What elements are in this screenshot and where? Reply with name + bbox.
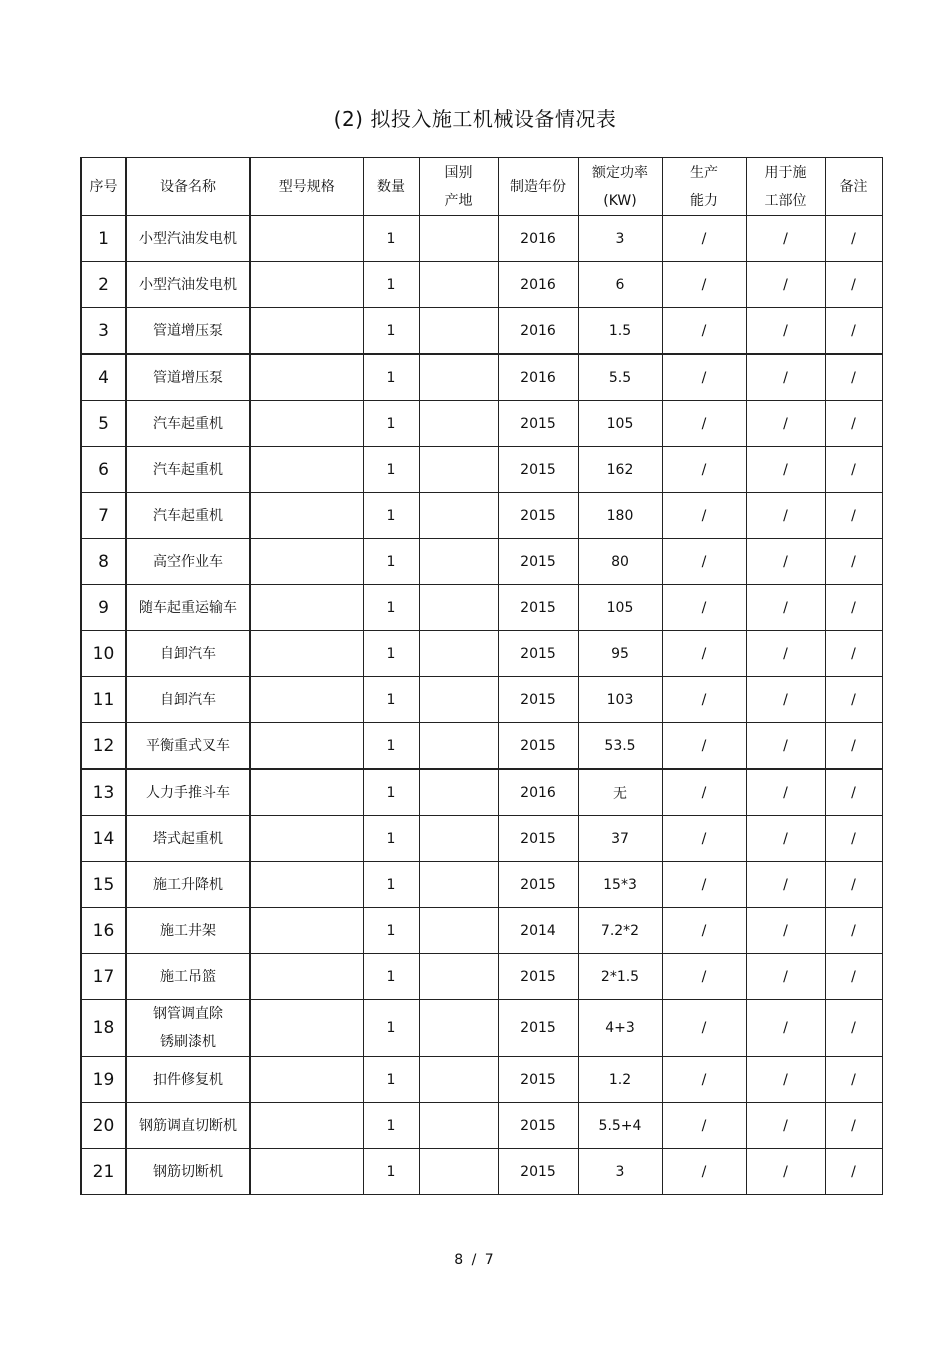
cell-origin bbox=[419, 539, 498, 585]
cell-remark: / bbox=[825, 1149, 882, 1195]
cell-seq: 1 bbox=[81, 216, 126, 262]
cell-qty: 1 bbox=[363, 354, 419, 401]
cell-seq: 6 bbox=[81, 447, 126, 493]
cell-remark: / bbox=[825, 447, 882, 493]
cell-name: 钢管调直除 锈刷漆机 bbox=[126, 1000, 250, 1057]
table-row bbox=[81, 216, 882, 262]
cell-year: 2015 bbox=[498, 1057, 578, 1103]
cell-year: 2015 bbox=[498, 1149, 578, 1195]
cell-year: 2016 bbox=[498, 216, 578, 262]
cell-location: / bbox=[746, 539, 825, 585]
cell-origin bbox=[419, 308, 498, 355]
cell-name: 钢筋调直切断机 bbox=[126, 1103, 250, 1149]
cell-seq: 12 bbox=[81, 723, 126, 770]
cell-location: / bbox=[746, 308, 825, 355]
cell-remark: / bbox=[825, 262, 882, 308]
page-number: 8 / 7 bbox=[454, 1252, 496, 1268]
table-row bbox=[81, 862, 882, 908]
cell-origin bbox=[419, 585, 498, 631]
cell-remark: / bbox=[825, 585, 882, 631]
header-model: 型号规格 bbox=[250, 158, 363, 216]
cell-power: 95 bbox=[578, 631, 662, 677]
cell-capacity: / bbox=[662, 539, 746, 585]
cell-name: 自卸汽车 bbox=[126, 631, 250, 677]
cell-origin bbox=[419, 354, 498, 401]
table-row bbox=[81, 493, 882, 539]
cell-power: 无 bbox=[578, 769, 662, 816]
cell-remark: / bbox=[825, 216, 882, 262]
cell-qty: 1 bbox=[363, 677, 419, 723]
cell-model bbox=[250, 1149, 363, 1195]
cell-power: 15*3 bbox=[578, 862, 662, 908]
cell-remark: / bbox=[825, 308, 882, 355]
header-seq: 序号 bbox=[81, 158, 126, 216]
cell-location: / bbox=[746, 1149, 825, 1195]
cell-seq: 15 bbox=[81, 862, 126, 908]
cell-seq: 20 bbox=[81, 1103, 126, 1149]
cell-model bbox=[250, 723, 363, 770]
cell-qty: 1 bbox=[363, 262, 419, 308]
cell-model bbox=[250, 447, 363, 493]
cell-remark: / bbox=[825, 723, 882, 770]
cell-seq: 8 bbox=[81, 539, 126, 585]
cell-year: 2016 bbox=[498, 308, 578, 355]
cell-location: / bbox=[746, 1057, 825, 1103]
cell-power: 5.5+4 bbox=[578, 1103, 662, 1149]
cell-origin bbox=[419, 631, 498, 677]
cell-name: 施工井架 bbox=[126, 908, 250, 954]
cell-location: / bbox=[746, 954, 825, 1000]
cell-remark: / bbox=[825, 862, 882, 908]
cell-origin bbox=[419, 216, 498, 262]
cell-origin bbox=[419, 1057, 498, 1103]
cell-year: 2015 bbox=[498, 401, 578, 447]
cell-name: 人力手推斗车 bbox=[126, 769, 250, 816]
cell-year: 2015 bbox=[498, 631, 578, 677]
cell-power: 7.2*2 bbox=[578, 908, 662, 954]
cell-power: 105 bbox=[578, 401, 662, 447]
cell-remark: / bbox=[825, 1057, 882, 1103]
cell-seq: 11 bbox=[81, 677, 126, 723]
cell-year: 2016 bbox=[498, 769, 578, 816]
cell-model bbox=[250, 539, 363, 585]
cell-remark: / bbox=[825, 816, 882, 862]
cell-name: 施工吊篮 bbox=[126, 954, 250, 1000]
cell-power: 1.5 bbox=[578, 308, 662, 355]
cell-remark: / bbox=[825, 1103, 882, 1149]
cell-power: 5.5 bbox=[578, 354, 662, 401]
table-row bbox=[81, 447, 882, 493]
cell-location: / bbox=[746, 216, 825, 262]
cell-seq: 16 bbox=[81, 908, 126, 954]
cell-power: 105 bbox=[578, 585, 662, 631]
table-row bbox=[81, 585, 882, 631]
cell-origin bbox=[419, 401, 498, 447]
table-row bbox=[81, 1000, 882, 1057]
cell-seq: 19 bbox=[81, 1057, 126, 1103]
cell-power: 162 bbox=[578, 447, 662, 493]
cell-origin bbox=[419, 769, 498, 816]
header-remark: 备注 bbox=[825, 158, 882, 216]
cell-location: / bbox=[746, 1000, 825, 1057]
cell-seq: 9 bbox=[81, 585, 126, 631]
table-row bbox=[81, 631, 882, 677]
cell-qty: 1 bbox=[363, 1000, 419, 1057]
cell-location: / bbox=[746, 493, 825, 539]
cell-qty: 1 bbox=[363, 447, 419, 493]
header-origin: 国别 产地 bbox=[419, 158, 498, 216]
cell-location: / bbox=[746, 354, 825, 401]
cell-capacity: / bbox=[662, 1103, 746, 1149]
cell-remark: / bbox=[825, 539, 882, 585]
cell-capacity: / bbox=[662, 1000, 746, 1057]
cell-year: 2015 bbox=[498, 1000, 578, 1057]
cell-year: 2015 bbox=[498, 677, 578, 723]
header-capacity: 生产 能力 bbox=[662, 158, 746, 216]
cell-qty: 1 bbox=[363, 816, 419, 862]
header-location: 用于施 工部位 bbox=[746, 158, 825, 216]
cell-name: 施工升降机 bbox=[126, 862, 250, 908]
cell-qty: 1 bbox=[363, 308, 419, 355]
cell-remark: / bbox=[825, 631, 882, 677]
cell-year: 2015 bbox=[498, 862, 578, 908]
cell-remark: / bbox=[825, 908, 882, 954]
cell-qty: 1 bbox=[363, 769, 419, 816]
cell-capacity: / bbox=[662, 862, 746, 908]
cell-capacity: / bbox=[662, 585, 746, 631]
cell-model bbox=[250, 1103, 363, 1149]
cell-name: 汽车起重机 bbox=[126, 401, 250, 447]
cell-power: 103 bbox=[578, 677, 662, 723]
cell-capacity: / bbox=[662, 262, 746, 308]
cell-origin bbox=[419, 723, 498, 770]
cell-location: / bbox=[746, 1103, 825, 1149]
cell-model bbox=[250, 677, 363, 723]
cell-location: / bbox=[746, 816, 825, 862]
cell-model bbox=[250, 354, 363, 401]
cell-remark: / bbox=[825, 493, 882, 539]
cell-power: 6 bbox=[578, 262, 662, 308]
cell-name: 钢筋切断机 bbox=[126, 1149, 250, 1195]
table-row bbox=[81, 954, 882, 1000]
header-name: 设备名称 bbox=[126, 158, 250, 216]
cell-remark: / bbox=[825, 677, 882, 723]
cell-capacity: / bbox=[662, 908, 746, 954]
cell-model bbox=[250, 769, 363, 816]
cell-model bbox=[250, 401, 363, 447]
cell-year: 2016 bbox=[498, 262, 578, 308]
cell-year: 2015 bbox=[498, 954, 578, 1000]
cell-name: 塔式起重机 bbox=[126, 816, 250, 862]
cell-capacity: / bbox=[662, 677, 746, 723]
table-row bbox=[81, 401, 882, 447]
table-row bbox=[81, 908, 882, 954]
cell-year: 2015 bbox=[498, 816, 578, 862]
cell-remark: / bbox=[825, 954, 882, 1000]
table-row bbox=[81, 262, 882, 308]
cell-location: / bbox=[746, 447, 825, 493]
cell-qty: 1 bbox=[363, 1057, 419, 1103]
cell-name: 高空作业车 bbox=[126, 539, 250, 585]
cell-location: / bbox=[746, 631, 825, 677]
cell-qty: 1 bbox=[363, 216, 419, 262]
table-row bbox=[81, 816, 882, 862]
cell-location: / bbox=[746, 585, 825, 631]
cell-qty: 1 bbox=[363, 1103, 419, 1149]
cell-power: 53.5 bbox=[578, 723, 662, 770]
cell-capacity: / bbox=[662, 631, 746, 677]
table-header-row bbox=[81, 158, 882, 216]
cell-qty: 1 bbox=[363, 908, 419, 954]
cell-seq: 21 bbox=[81, 1149, 126, 1195]
cell-origin bbox=[419, 862, 498, 908]
cell-capacity: / bbox=[662, 954, 746, 1000]
cell-capacity: / bbox=[662, 401, 746, 447]
cell-location: / bbox=[746, 677, 825, 723]
cell-qty: 1 bbox=[363, 539, 419, 585]
cell-origin bbox=[419, 447, 498, 493]
cell-power: 2*1.5 bbox=[578, 954, 662, 1000]
cell-capacity: / bbox=[662, 1057, 746, 1103]
cell-power: 180 bbox=[578, 493, 662, 539]
cell-qty: 1 bbox=[363, 862, 419, 908]
cell-model bbox=[250, 493, 363, 539]
cell-name: 平衡重式叉车 bbox=[126, 723, 250, 770]
cell-name: 管道增压泵 bbox=[126, 308, 250, 355]
cell-qty: 1 bbox=[363, 631, 419, 677]
cell-year: 2015 bbox=[498, 585, 578, 631]
cell-seq: 14 bbox=[81, 816, 126, 862]
header-qty: 数量 bbox=[363, 158, 419, 216]
cell-origin bbox=[419, 954, 498, 1000]
cell-origin bbox=[419, 677, 498, 723]
cell-origin bbox=[419, 1000, 498, 1057]
equipment-table bbox=[80, 157, 883, 1195]
cell-seq: 5 bbox=[81, 401, 126, 447]
cell-origin bbox=[419, 816, 498, 862]
cell-name: 管道增压泵 bbox=[126, 354, 250, 401]
cell-name: 自卸汽车 bbox=[126, 677, 250, 723]
cell-capacity: / bbox=[662, 308, 746, 355]
cell-capacity: / bbox=[662, 447, 746, 493]
cell-capacity: / bbox=[662, 723, 746, 770]
cell-power: 4+3 bbox=[578, 1000, 662, 1057]
cell-location: / bbox=[746, 908, 825, 954]
cell-qty: 1 bbox=[363, 723, 419, 770]
cell-model bbox=[250, 308, 363, 355]
cell-capacity: / bbox=[662, 769, 746, 816]
cell-location: / bbox=[746, 723, 825, 770]
cell-seq: 13 bbox=[81, 769, 126, 816]
cell-year: 2015 bbox=[498, 539, 578, 585]
cell-power: 3 bbox=[578, 1149, 662, 1195]
cell-model bbox=[250, 585, 363, 631]
cell-name: 扣件修复机 bbox=[126, 1057, 250, 1103]
cell-name: 汽车起重机 bbox=[126, 493, 250, 539]
cell-model bbox=[250, 862, 363, 908]
cell-model bbox=[250, 631, 363, 677]
cell-name: 小型汽油发电机 bbox=[126, 262, 250, 308]
cell-year: 2016 bbox=[498, 354, 578, 401]
cell-power: 37 bbox=[578, 816, 662, 862]
cell-origin bbox=[419, 908, 498, 954]
cell-remark: / bbox=[825, 354, 882, 401]
cell-power: 80 bbox=[578, 539, 662, 585]
table-row bbox=[81, 539, 882, 585]
cell-power: 3 bbox=[578, 216, 662, 262]
cell-qty: 1 bbox=[363, 585, 419, 631]
cell-model bbox=[250, 1057, 363, 1103]
cell-capacity: / bbox=[662, 493, 746, 539]
cell-origin bbox=[419, 262, 498, 308]
cell-seq: 3 bbox=[81, 308, 126, 355]
cell-model bbox=[250, 816, 363, 862]
table-row bbox=[81, 677, 882, 723]
cell-year: 2014 bbox=[498, 908, 578, 954]
cell-name: 随车起重运输车 bbox=[126, 585, 250, 631]
cell-qty: 1 bbox=[363, 1149, 419, 1195]
table-row bbox=[81, 769, 882, 816]
cell-seq: 2 bbox=[81, 262, 126, 308]
cell-year: 2015 bbox=[498, 1103, 578, 1149]
table-row bbox=[81, 354, 882, 401]
cell-year: 2015 bbox=[498, 493, 578, 539]
cell-origin bbox=[419, 1149, 498, 1195]
cell-location: / bbox=[746, 401, 825, 447]
cell-location: / bbox=[746, 262, 825, 308]
cell-capacity: / bbox=[662, 816, 746, 862]
table-row bbox=[81, 1057, 882, 1103]
cell-origin bbox=[419, 493, 498, 539]
cell-qty: 1 bbox=[363, 401, 419, 447]
cell-seq: 7 bbox=[81, 493, 126, 539]
cell-model bbox=[250, 908, 363, 954]
cell-name: 小型汽油发电机 bbox=[126, 216, 250, 262]
cell-year: 2015 bbox=[498, 723, 578, 770]
cell-remark: / bbox=[825, 769, 882, 816]
cell-model bbox=[250, 1000, 363, 1057]
cell-remark: / bbox=[825, 401, 882, 447]
header-power: 额定功率 (KW) bbox=[578, 158, 662, 216]
cell-name: 汽车起重机 bbox=[126, 447, 250, 493]
cell-location: / bbox=[746, 769, 825, 816]
cell-location: / bbox=[746, 862, 825, 908]
cell-seq: 4 bbox=[81, 354, 126, 401]
cell-seq: 17 bbox=[81, 954, 126, 1000]
header-year: 制造年份 bbox=[498, 158, 578, 216]
cell-capacity: / bbox=[662, 354, 746, 401]
cell-power: 1.2 bbox=[578, 1057, 662, 1103]
cell-origin bbox=[419, 1103, 498, 1149]
cell-seq: 10 bbox=[81, 631, 126, 677]
cell-seq: 18 bbox=[81, 1000, 126, 1057]
cell-model bbox=[250, 954, 363, 1000]
cell-year: 2015 bbox=[498, 447, 578, 493]
table-row bbox=[81, 308, 882, 355]
table-row bbox=[81, 723, 882, 770]
cell-capacity: / bbox=[662, 1149, 746, 1195]
cell-model bbox=[250, 262, 363, 308]
cell-qty: 1 bbox=[363, 954, 419, 1000]
cell-remark: / bbox=[825, 1000, 882, 1057]
table-row bbox=[81, 1149, 882, 1195]
page-title: (2) 拟投入施工机械设备情况表 bbox=[333, 107, 617, 131]
cell-qty: 1 bbox=[363, 493, 419, 539]
cell-model bbox=[250, 216, 363, 262]
table-row bbox=[81, 1103, 882, 1149]
cell-capacity: / bbox=[662, 216, 746, 262]
